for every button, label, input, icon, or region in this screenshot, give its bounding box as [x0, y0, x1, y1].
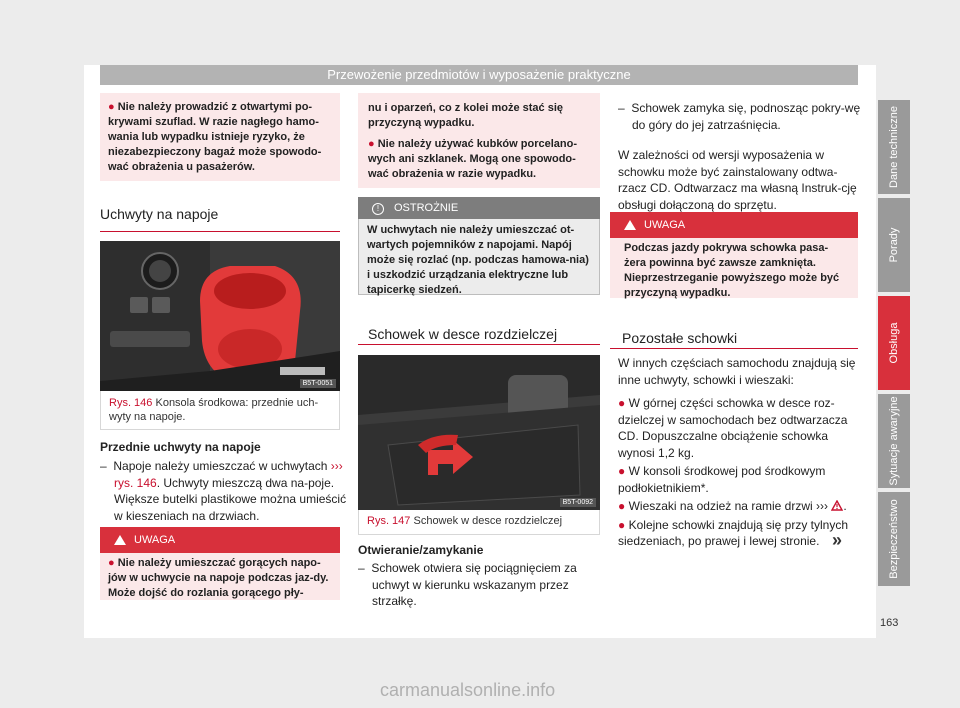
dash-item: – Schowek otwiera się pociągnięciem za uchwyt w kierunku wskazanym przez strzałkę. [358, 561, 577, 608]
section-rule [358, 344, 600, 345]
list-item: ● Kolejne schowki znajdują się przy tylnych siedzeniach, po prawej i lewej stronie. [618, 517, 849, 548]
warning-triangle-icon [114, 535, 126, 545]
tab-dane-techniczne[interactable]: Dane techniczne [878, 100, 910, 194]
continue-marker: » [832, 530, 843, 550]
tab-obsluga[interactable]: Obsługa [878, 296, 910, 390]
bullet-icon: ● [618, 464, 626, 478]
bullet-icon: ● [618, 499, 626, 513]
figure-146-photo [100, 241, 340, 391]
figure-ref: Rys. 146 [109, 397, 153, 409]
figure-ref: Rys. 147 [367, 515, 411, 527]
cupholder-illustration [100, 241, 340, 391]
subtitle-open-close: Otwieranie/zamykanie [358, 543, 484, 557]
warning-box: Podczas jazdy pokrywa schowka pasa-żera powinna być zawsze zamknięta. Nieprzestrzeganie powyższego może być przyczyną wypadku. [610, 238, 858, 298]
section-title-other-storage: Pozostałe schowki [622, 330, 738, 346]
warning-text: ● Nie należy prowadzić z otwartymi po-krywami szuflad. W razie nagłego hamo-wania lub wypadku istnieje ryzyko, że niezabezpieczony bagaż może spowodo-wać obrażenia u pasażerów. [108, 101, 322, 173]
figure-link[interactable]: ››› rys. 146 [114, 459, 343, 490]
figure-147-photo [358, 355, 600, 510]
tab-sytuacje-awaryjne[interactable]: Sytuacje awaryjne [878, 394, 910, 488]
subtitle-front-cupholders: Przednie uchwyty na napoje [100, 440, 261, 454]
warning-box: ● Nie należy umieszczać gorących napo-jów w uchwycie na napoje podczas jaz-dy. Może dojść do rozlania gorącego pły- [100, 553, 340, 600]
dash-item: – Napoje należy umieszczać w uchwytach ››› rys. 146. Uchwyty mieszczą dwa na-poje. Większe butelki plastikowe można umieścić w kieszeniach na drzwiach. [100, 459, 347, 523]
paragraph: W zależności od wersji wyposażenia w schowku może być zainstalowany odtwa-rzacz CD. Odtwarzacz ma własną Instruk-cję obsługi dołączoną do sprzętu. [618, 148, 857, 212]
bullet-icon: ● [618, 517, 626, 532]
figure-146-caption: Rys. 146 Konsola środkowa: przednie uch-wyty na napoje. [100, 391, 340, 430]
section-title-cupholders: Uchwyty na napoje [100, 206, 219, 222]
section-rule [610, 348, 858, 349]
figure-code: B5T-0092 [560, 498, 596, 507]
bullet-icon: ● [108, 557, 115, 569]
storage-list [618, 395, 858, 550]
warning-header: UWAGA [610, 212, 858, 238]
warning-box-continued [100, 93, 340, 181]
warning-header: UWAGA [100, 527, 340, 553]
warning-triangle-icon [624, 220, 636, 230]
watermark: carmanualsonline.info [380, 680, 556, 700]
glovebox-illustration [358, 355, 600, 510]
paragraph: W innych częściach samochodu znajdują się inne uchwyty, schowki i wieszaki: [618, 356, 856, 387]
notice-box: W uchwytach nie należy umieszczać ot-wartych pojemników z napojami. Napój może się rozlać (np. podczas hamowa-nia) i uszkodzić urządzania elektryczne lub tapicerkę siedzeń. [358, 219, 600, 295]
warning-triangle-icon[interactable] [831, 500, 843, 511]
bullet-icon: ● [368, 138, 375, 150]
notice-header: ! OSTROŻNIE [358, 197, 600, 219]
list-item: ● Wieszaki na odzież na ramie drzwi ››› . [618, 499, 847, 513]
tab-bezpieczenstwo[interactable]: Bezpieczeństwo [878, 492, 910, 586]
dash-item: – Schowek zamyka się, podnosząc pokry-wę do góry do jej zatrzaśnięcia. [618, 101, 861, 132]
bullet-icon: ● [618, 396, 626, 410]
list-item: ● W konsoli środkowej pod środkowym podłokietnikiem*. [618, 464, 826, 495]
list-item: ● W górnej części schowka w desce roz-dzielczej w samochodach bez odtwarzacza CD. Dopuszczalne obciążenie schowka wynosi 1,2 kg. [618, 396, 848, 460]
tab-porady[interactable]: Porady [878, 198, 910, 292]
figure-code: B5T-0051 [300, 379, 336, 388]
figure-147-caption: Rys. 147 Schowek w desce rozdzielczej [358, 510, 600, 535]
bullet-icon: ● [108, 101, 115, 113]
warning-box-continued: nu i oparzeń, co z kolei może stać się przyczyną wypadku. ● Nie należy używać kubków porcelano-wych ani szklanek. Mogą one spowodo-wać obrażenia w razie wypadku. [358, 93, 600, 188]
info-circle-icon: ! [372, 203, 384, 215]
page-header: Przewożenie przedmiotów i wyposażenie praktyczne [100, 65, 858, 85]
section-title-glovebox: Schowek w desce rozdzielczej [368, 326, 558, 342]
page-number: 163 [880, 617, 899, 629]
section-rule [100, 231, 340, 232]
